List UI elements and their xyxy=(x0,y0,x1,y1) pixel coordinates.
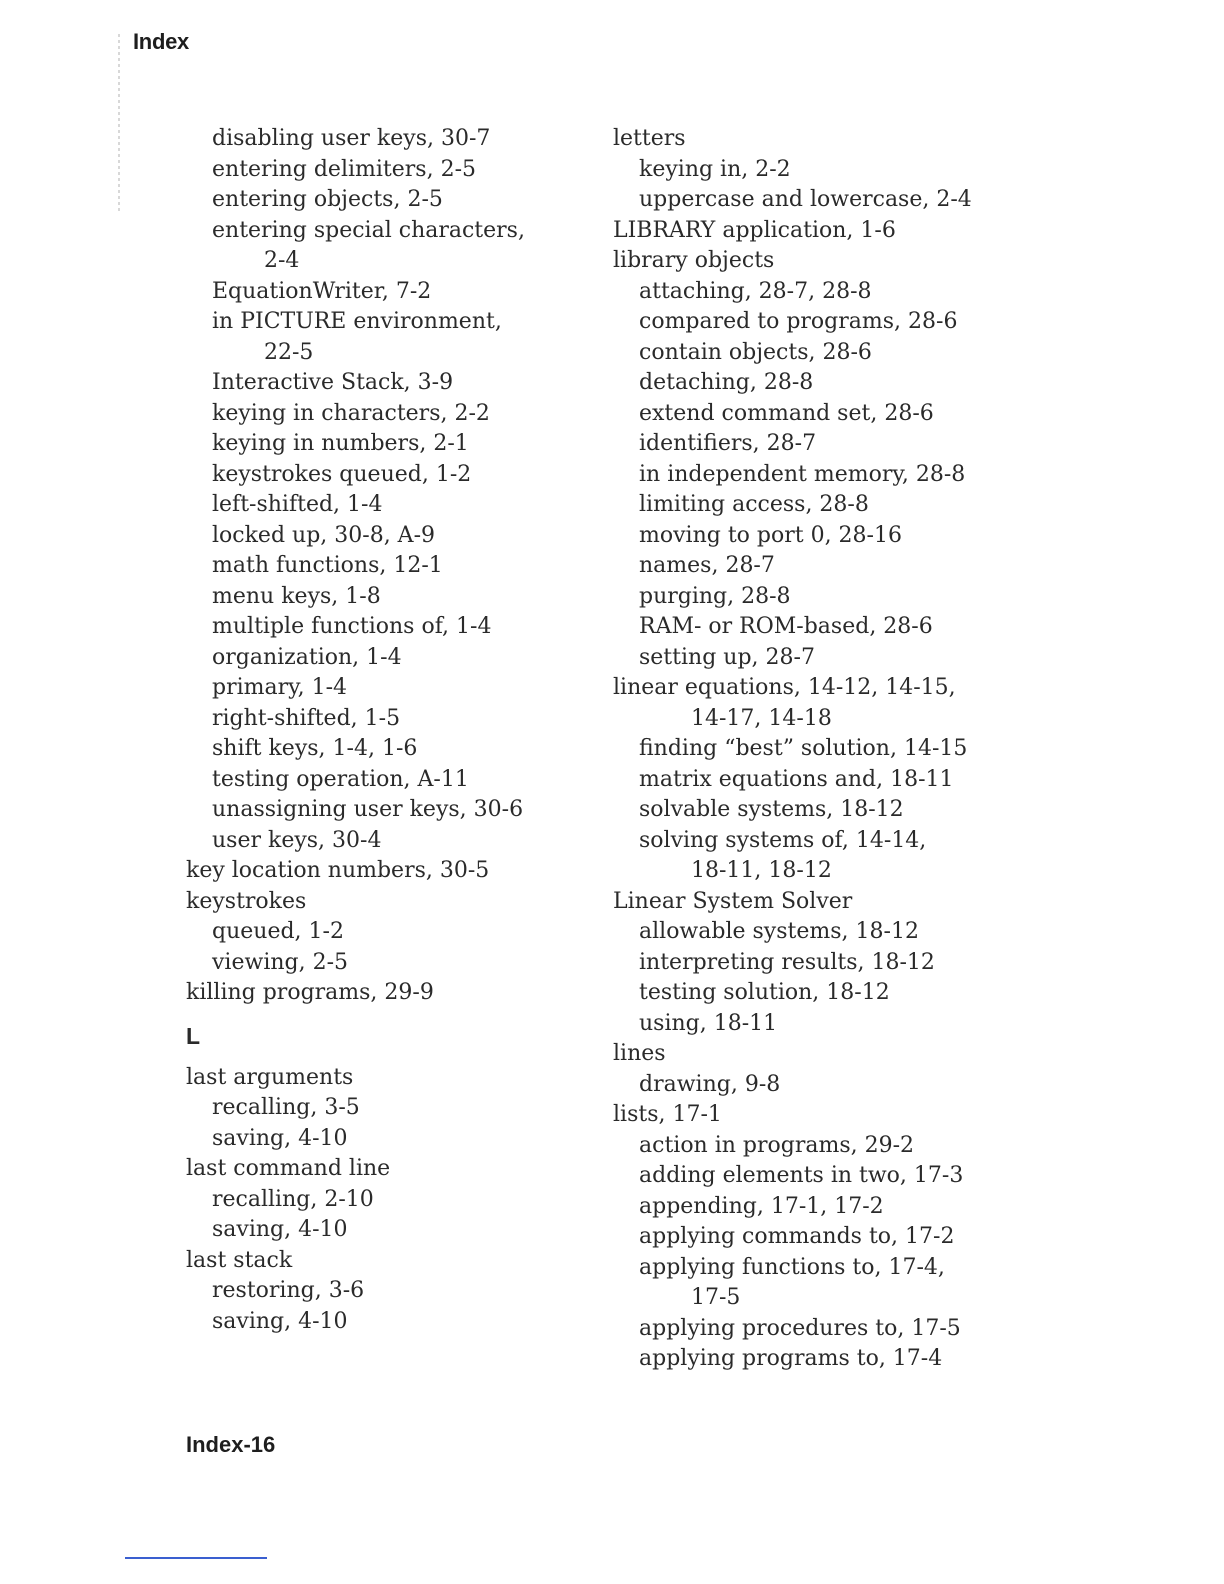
index-subentry: applying functions to, 17-4, xyxy=(639,1254,945,1280)
index-subentry: extend command set, 28-6 xyxy=(639,400,934,426)
index-subentry: Interactive Stack, 3-9 xyxy=(212,370,454,395)
index-subentry: solvable systems, 18-12 xyxy=(639,797,904,822)
index-subentry: action in programs, 29-2 xyxy=(639,1132,915,1158)
index-subentry: RAM- or ROM-based, 28-6 xyxy=(639,614,933,639)
index-subentry: drawing, 9-8 xyxy=(639,1071,781,1097)
index-subentry: attaching, 28-7, 28-8 xyxy=(639,278,872,304)
index-entry: letters xyxy=(613,126,686,151)
index-entry: last command line xyxy=(186,1156,391,1181)
index-entry: lines xyxy=(613,1041,666,1066)
index-subentry: appending, 17-1, 17-2 xyxy=(639,1193,884,1219)
index-subentry: saving, 4-10 xyxy=(212,1217,348,1242)
index-entry: killing programs, 29-9 xyxy=(186,980,434,1005)
index-subentry: contain objects, 28-6 xyxy=(639,339,872,365)
index-subentry: setting up, 28-7 xyxy=(639,644,815,670)
footer-rule xyxy=(125,1557,267,1559)
index-entry: key location numbers, 30-5 xyxy=(186,858,490,883)
index-subentry: viewing, 2-5 xyxy=(212,949,349,975)
section-letter: L xyxy=(186,1022,201,1049)
index-entry: LIBRARY application, 1-6 xyxy=(613,217,896,243)
index-entry: last stack xyxy=(186,1247,293,1273)
index-subentry: testing operation, A-11 xyxy=(212,766,469,792)
index-subentry: left-shifted, 1-4 xyxy=(212,492,383,517)
index-subentry: solving systems of, 14-14, xyxy=(639,827,927,853)
index-subentry: identifiers, 28-7 xyxy=(639,431,817,456)
index-subentry: in independent memory, 28-8 xyxy=(639,461,966,487)
index-continuation: 22-5 xyxy=(264,339,314,365)
index-subentry: applying procedures to, 17-5 xyxy=(639,1315,961,1341)
index-subentry: locked up, 30-8, A-9 xyxy=(212,522,435,548)
index-subentry: uppercase and lowercase, 2-4 xyxy=(639,187,972,212)
index-subentry: in PICTURE environment, xyxy=(212,309,502,334)
index-subentry: disabling user keys, 30-7 xyxy=(212,126,491,151)
index-subentry: organization, 1-4 xyxy=(212,644,402,670)
index-subentry: menu keys, 1-8 xyxy=(212,583,381,609)
index-subentry: using, 18-11 xyxy=(639,1010,778,1036)
index-subentry: user keys, 30-4 xyxy=(212,827,382,853)
index-subentry: entering special characters, xyxy=(212,217,525,243)
index-subentry: queued, 1-2 xyxy=(212,919,344,944)
index-subentry: moving to port 0, 28-16 xyxy=(639,522,902,548)
index-entry: last arguments xyxy=(186,1064,354,1090)
page-header-title: Index xyxy=(133,29,189,54)
index-subentry: saving, 4-10 xyxy=(212,1308,348,1334)
index-subentry: names, 28-7 xyxy=(639,553,775,578)
index-subentry: restoring, 3-6 xyxy=(212,1278,365,1303)
index-subentry: limiting access, 28-8 xyxy=(639,492,869,517)
index-subentry: right-shifted, 1-5 xyxy=(212,705,401,731)
index-subentry: math functions, 12-1 xyxy=(212,553,443,578)
index-subentry: applying programs to, 17-4 xyxy=(639,1346,943,1371)
index-subentry: recalling, 3-5 xyxy=(212,1095,360,1120)
index-continuation: 18-11, 18-12 xyxy=(691,858,832,883)
index-subentry: saving, 4-10 xyxy=(212,1125,348,1151)
index-subentry: unassigning user keys, 30-6 xyxy=(212,797,524,822)
index-subentry: detaching, 28-8 xyxy=(639,370,814,395)
index-entry: keystrokes xyxy=(186,888,307,914)
index-subentry: matrix equations and, 18-11 xyxy=(639,766,954,792)
index-subentry: recalling, 2-10 xyxy=(212,1186,374,1212)
index-subentry: testing solution, 18-12 xyxy=(639,980,890,1005)
index-entry: linear equations, 14-12, 14-15, xyxy=(613,675,956,700)
index-subentry: primary, 1-4 xyxy=(212,675,348,700)
index-subentry: EquationWriter, 7-2 xyxy=(212,278,432,304)
index-continuation: 2-4 xyxy=(264,248,300,273)
index-subentry: shift keys, 1-4, 1-6 xyxy=(212,736,418,761)
index-subentry: keying in numbers, 2-1 xyxy=(212,431,469,456)
index-subentry: keying in characters, 2-2 xyxy=(212,400,490,426)
index-column-left xyxy=(186,124,586,1337)
index-subentry: allowable systems, 18-12 xyxy=(639,919,919,944)
index-subentry: interpreting results, 18-12 xyxy=(639,949,935,975)
page-number: Index-16 xyxy=(186,1432,276,1457)
index-entry: Linear System Solver xyxy=(613,888,853,914)
index-entry: lists, 17-1 xyxy=(613,1102,722,1127)
index-subentry: compared to programs, 28-6 xyxy=(639,309,958,334)
index-entry: library objects xyxy=(613,248,775,273)
index-subentry: purging, 28-8 xyxy=(639,583,791,609)
index-column-right xyxy=(613,124,993,1375)
index-subentry: entering delimiters, 2-5 xyxy=(212,156,476,182)
index-subentry: multiple functions of, 1-4 xyxy=(212,614,492,639)
index-subentry: entering objects, 2-5 xyxy=(212,187,443,212)
margin-scan-mark xyxy=(118,34,120,214)
index-subentry: adding elements in two, 17-3 xyxy=(639,1163,964,1188)
index-subentry: applying commands to, 17-2 xyxy=(639,1224,955,1249)
index-subentry: finding “best” solution, 14-15 xyxy=(639,736,968,761)
index-subentry: keying in, 2-2 xyxy=(639,156,791,182)
index-continuation: 14-17, 14-18 xyxy=(691,705,832,731)
index-subentry: keystrokes queued, 1-2 xyxy=(212,461,472,487)
index-continuation: 17-5 xyxy=(691,1285,741,1310)
